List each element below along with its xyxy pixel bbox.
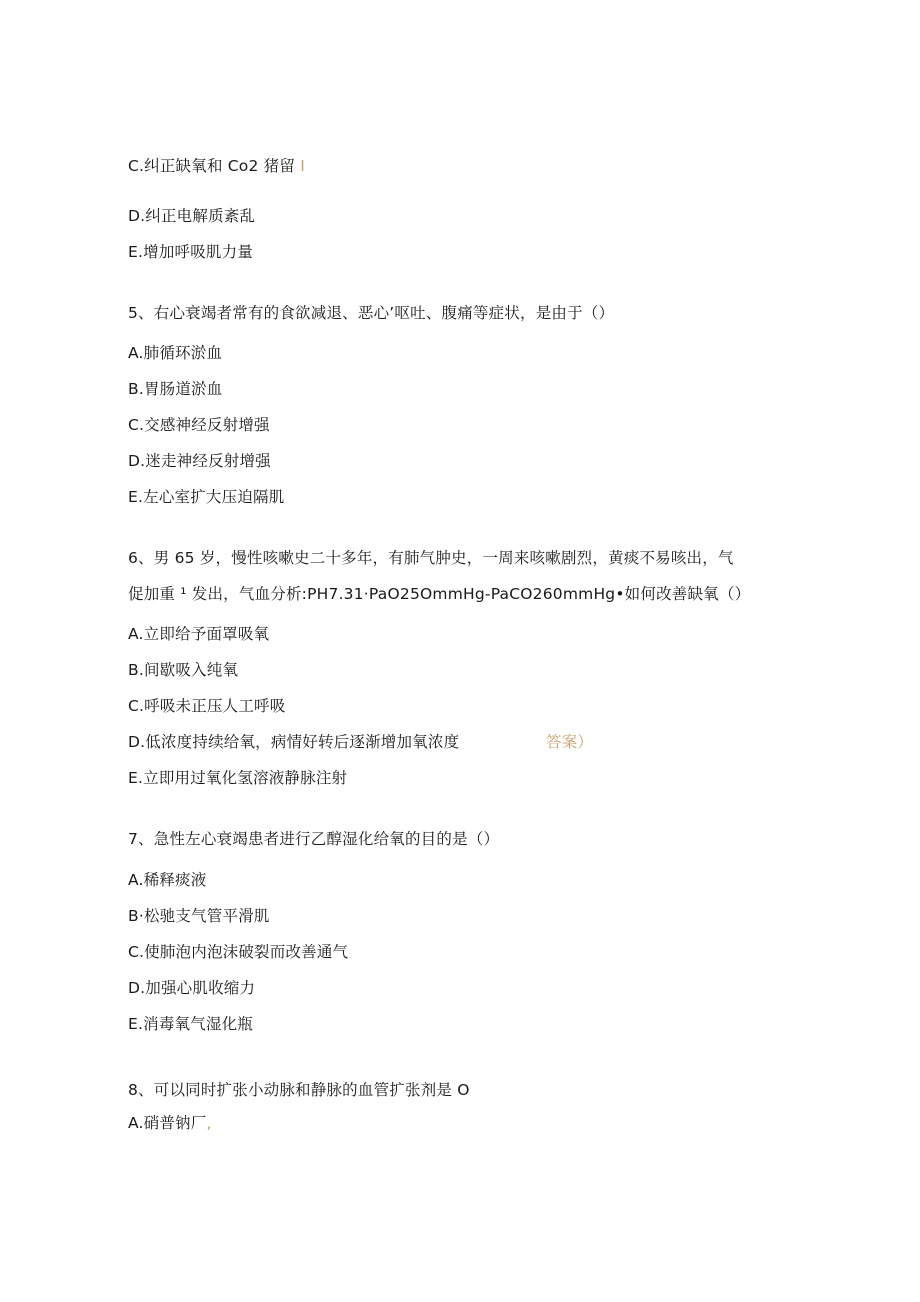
q4-option-e: E.增加呼吸肌力量 — [128, 243, 254, 261]
q6-answer-note: 答案） — [546, 733, 594, 751]
q6-option-c: C.呼吸未正压人工呼吸 — [128, 697, 286, 715]
q7-option-c: C.使肺泡内泡沫破裂而改善通气 — [128, 943, 349, 961]
q5-option-b: B.胃肠道淤血 — [128, 380, 223, 398]
q5-stem: 5、右心衰竭者常有的食欲减退、恶心’呕吐、腹痛等症状，是由于（） — [128, 304, 615, 322]
q6-option-e: E.立即用过氧化氢溶液静脉注射 — [128, 769, 348, 787]
q5-option-e: E.左心室扩大压迫隔肌 — [128, 488, 285, 506]
q6-option-b: B.间歇吸入纯氧 — [128, 661, 239, 679]
q5-option-d: D.迷走神经反射增强 — [128, 452, 271, 470]
q4-option-d: D.纠正电解质紊乱 — [128, 207, 256, 225]
q7-option-d: D.加强心肌收缩力 — [128, 979, 256, 997]
q8-option-a — [128, 1113, 212, 1133]
q4-option-c-text: C.纠正缺氧和 Co2 猪留 — [128, 157, 296, 175]
q4-option-c — [128, 156, 305, 176]
q7-stem: 7、急性左心衰竭患者进行乙醇湿化给氧的目的是（） — [128, 830, 500, 848]
q6-option-d: D.低浓度持续给氧，病情好转后逐渐增加氧浓度 — [128, 733, 460, 751]
q7-option-e: E.消毒氧气湿化瓶 — [128, 1015, 254, 1033]
q6-option-a: A.立即给予面罩吸氧 — [128, 625, 270, 643]
q5-option-c: C.交感神经反射增强 — [128, 416, 270, 434]
q5-option-a: A.肺循环淤血 — [128, 344, 223, 362]
q8-stem: 8、可以同时扩张小动脉和静脉的血管扩张剂是 O — [128, 1081, 470, 1099]
q4-option-c-mark: I — [300, 157, 305, 175]
q6-stem-line2: 促加重 ¹ 发出，气血分析:PH7.31·PaO25OmmHg-PaCO260mmHg•如何改善缺氧（） — [128, 585, 751, 603]
q7-option-a: A.稀释痰液 — [128, 871, 207, 889]
q8-option-a-text: A.硝普钠厂 — [128, 1114, 207, 1132]
q6-stem-line1: 6、男 65 岁，慢性咳嗽史二十多年，有肺气肿史，一周来咳嗽剧烈，黄痰不易咳出，气 — [128, 549, 734, 567]
q7-option-b: B·松驰支气管平滑肌 — [128, 907, 270, 925]
q8-option-a-mark: , — [206, 1114, 212, 1132]
